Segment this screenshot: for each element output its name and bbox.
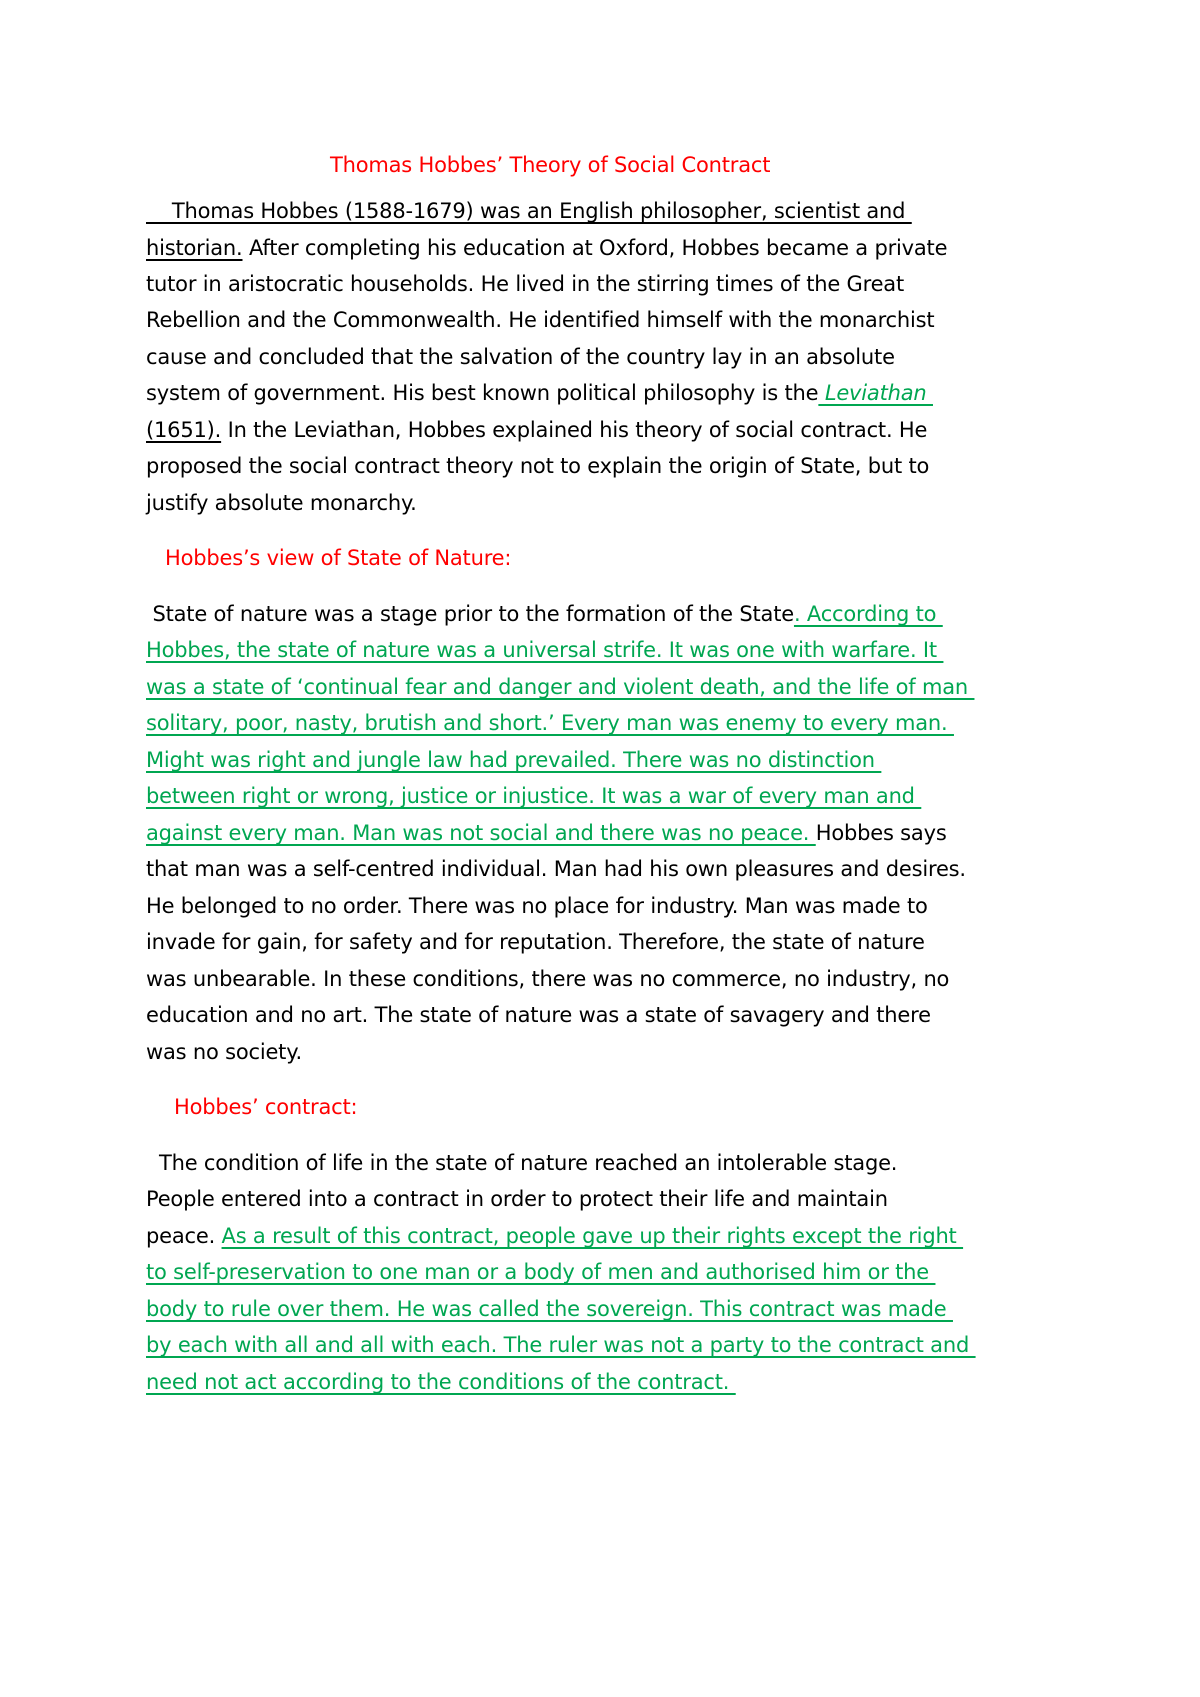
intro-text: (1651). xyxy=(146,418,222,442)
contract-line-5: body to rule over them. He was called the sovereign. This contract was made xyxy=(146,1297,953,1321)
intro-line-5: cause and concluded that the salvation of the country lay in an absolute xyxy=(146,345,895,369)
section-heading-contract: Hobbes’ contract: xyxy=(174,1095,358,1119)
nature-line-2: Hobbes, the state of nature was a universal strife. It was one with warfare. It xyxy=(146,638,944,662)
contract-highlight: As a result of this contract, people gave up their rights except the right xyxy=(221,1224,964,1248)
nature-line-4: solitary, poor, nasty, brutish and short.’ Every man was enemy to every man. xyxy=(146,711,954,735)
intro-line-6 xyxy=(146,373,933,413)
nature-line-9: He belonged to no order. There was no place for industry. Man was made to xyxy=(146,894,928,918)
intro-line-7 xyxy=(146,410,927,450)
intro-text: historian. xyxy=(146,236,243,260)
contract-line-7: need not act according to the conditions of the contract. xyxy=(146,1370,736,1394)
nature-highlight: against every man. Man was not social and there was no peace. xyxy=(146,821,816,845)
nature-line-1 xyxy=(146,594,943,634)
intro-text: In the Leviathan, Hobbes explained his theory of social contract. He xyxy=(221,418,928,442)
intro-line-9: justify absolute monarchy. xyxy=(146,491,417,515)
nature-line-7 xyxy=(146,813,947,853)
intro-line-8: proposed the social contract theory not to explain the origin of State, but to xyxy=(146,454,930,478)
contract-line-3 xyxy=(146,1216,963,1256)
contract-text: peace. xyxy=(146,1224,222,1248)
nature-line-13: was no society. xyxy=(146,1040,302,1064)
nature-text: State of nature was a stage prior to the formation of the State xyxy=(146,602,794,626)
intro-text: After completing his education at Oxford, Hobbes became a private xyxy=(242,236,948,260)
intro-line-3: tutor in aristocratic households. He lived in the stirring times of the Great xyxy=(146,272,905,296)
nature-text: Hobbes says xyxy=(815,821,947,845)
intro-text: Thomas Hobbes (1588-1679) was an English philosopher, scientist and xyxy=(146,199,912,223)
document-title: Thomas Hobbes’ Theory of Social Contract xyxy=(330,153,771,177)
nature-line-6: between right or wrong, justice or injustice. It was a war of every man and xyxy=(146,784,922,808)
leviathan-title-link: Leviathan xyxy=(818,381,933,405)
contract-line-6: by each with all and all with each. The ruler was not a party to the contract and xyxy=(146,1333,976,1357)
nature-line-3: was a state of ‘continual fear and danger and violent death, and the life of man xyxy=(146,675,975,699)
nature-line-12: education and no art. The state of nature was a state of savagery and there xyxy=(146,1003,931,1027)
intro-line-1 xyxy=(146,191,912,231)
intro-line-4: Rebellion and the Commonwealth. He identified himself with the monarchist xyxy=(146,308,935,332)
nature-line-8: that man was a self-centred individual. Man had his own pleasures and desires. xyxy=(146,857,966,881)
nature-line-10: invade for gain, for safety and for reputation. Therefore, the state of nature xyxy=(146,930,925,954)
contract-line-4: to self-preservation to one man or a body of men and authorised him or the xyxy=(146,1260,936,1284)
nature-line-11: was unbearable. In these conditions, there was no commerce, no industry, no xyxy=(146,967,950,991)
nature-highlight: . According to xyxy=(793,602,943,626)
contract-line-1: The condition of life in the state of nature reached an intolerable stage. xyxy=(146,1151,898,1175)
contract-line-2: People entered into a contract in order to protect their life and maintain xyxy=(146,1187,888,1211)
nature-line-5: Might was right and jungle law had prevailed. There was no distinction xyxy=(146,748,882,772)
intro-line-2 xyxy=(146,228,947,268)
intro-text: system of government. His best known political philosophy is the xyxy=(146,381,819,405)
section-heading-state-of-nature: Hobbes’s view of State of Nature: xyxy=(165,546,512,570)
